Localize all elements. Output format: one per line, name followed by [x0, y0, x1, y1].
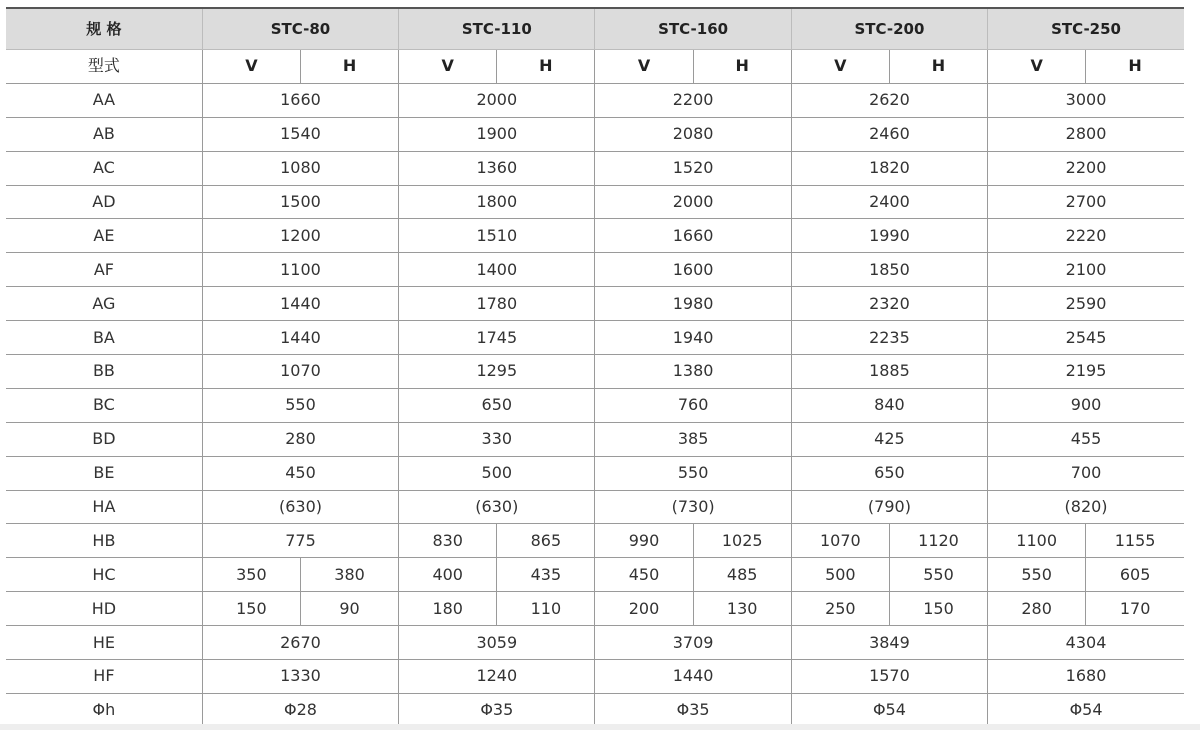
type-v: V	[399, 50, 497, 84]
table-cell: 1990	[791, 219, 987, 253]
type-v: V	[988, 50, 1086, 84]
table-cell: 2400	[791, 185, 987, 219]
table-cell: 1520	[595, 151, 791, 185]
table-cell: 2080	[595, 117, 791, 151]
table-cell: 1070	[202, 355, 398, 389]
row-label: AA	[6, 83, 202, 117]
table-cell: 280	[202, 422, 398, 456]
table-cell: 1100	[202, 253, 398, 287]
table-row	[6, 490, 1184, 524]
row-label: AD	[6, 185, 202, 219]
row-label: Φh	[6, 693, 202, 727]
table-cell: 2590	[988, 287, 1184, 321]
table-cell: 1330	[202, 660, 398, 694]
table-cell: 2620	[791, 83, 987, 117]
row-label: AC	[6, 151, 202, 185]
type-h: H	[693, 50, 791, 84]
table-cell: Φ28	[202, 693, 398, 727]
table-cell: 450	[595, 558, 693, 592]
table-cell: 1080	[202, 151, 398, 185]
row-label: BC	[6, 388, 202, 422]
table-row	[6, 422, 1184, 456]
table-cell: 2320	[791, 287, 987, 321]
table-cell: 2700	[988, 185, 1184, 219]
row-label: AF	[6, 253, 202, 287]
table-cell: 1820	[791, 151, 987, 185]
table-cell: 450	[202, 456, 398, 490]
row-label: BA	[6, 321, 202, 355]
table-cell: 1660	[595, 219, 791, 253]
table-cell: (820)	[988, 490, 1184, 524]
model-header: STC-200	[791, 8, 987, 50]
table-cell: 4304	[988, 626, 1184, 660]
row-label: AB	[6, 117, 202, 151]
table-cell: 840	[791, 388, 987, 422]
table-cell: 2545	[988, 321, 1184, 355]
table-cell: Φ35	[595, 693, 791, 727]
table-cell: 500	[791, 558, 889, 592]
type-h: H	[889, 50, 987, 84]
table-row	[6, 355, 1184, 389]
table-cell: Φ54	[791, 693, 987, 727]
table-row	[6, 388, 1184, 422]
table-cell: 1155	[1086, 524, 1184, 558]
table-cell: 1440	[202, 287, 398, 321]
table-cell: 1680	[988, 660, 1184, 694]
spec-header-label: 规 格	[6, 8, 202, 50]
table-cell: 550	[889, 558, 987, 592]
table-cell: (630)	[202, 490, 398, 524]
table-cell: 455	[988, 422, 1184, 456]
row-label: BE	[6, 456, 202, 490]
row-label: HE	[6, 626, 202, 660]
table-row	[6, 693, 1184, 727]
table-cell: 1510	[399, 219, 595, 253]
type-row	[6, 50, 1184, 84]
table-cell: 150	[202, 592, 300, 626]
table-cell: (730)	[595, 490, 791, 524]
table-cell: 1980	[595, 287, 791, 321]
table-cell: 425	[791, 422, 987, 456]
table-cell: 1100	[988, 524, 1086, 558]
table-row	[6, 626, 1184, 660]
bottom-scroll-strip	[0, 724, 1200, 730]
table-cell: 2235	[791, 321, 987, 355]
table-cell: 2220	[988, 219, 1184, 253]
model-header: STC-80	[202, 8, 398, 50]
table-cell: 1780	[399, 287, 595, 321]
table-cell: 1440	[202, 321, 398, 355]
model-header: STC-160	[595, 8, 791, 50]
table-cell: 1070	[791, 524, 889, 558]
row-label: HA	[6, 490, 202, 524]
table-cell: 435	[497, 558, 595, 592]
table-cell: 3849	[791, 626, 987, 660]
table-cell: (790)	[791, 490, 987, 524]
table-cell: 150	[889, 592, 987, 626]
table-cell: 550	[988, 558, 1086, 592]
type-h: H	[300, 50, 398, 84]
table-row	[6, 456, 1184, 490]
table-cell: 1540	[202, 117, 398, 151]
table-cell: 1400	[399, 253, 595, 287]
table-cell: 760	[595, 388, 791, 422]
table-cell: 1660	[202, 83, 398, 117]
table-cell: 650	[399, 388, 595, 422]
table-row	[6, 592, 1184, 626]
table-cell: 830	[399, 524, 497, 558]
table-row	[6, 117, 1184, 151]
row-label: BD	[6, 422, 202, 456]
row-label: BB	[6, 355, 202, 389]
table-cell: 700	[988, 456, 1184, 490]
row-label: AE	[6, 219, 202, 253]
table-cell: 1745	[399, 321, 595, 355]
table-cell: 1360	[399, 151, 595, 185]
table-cell: 550	[202, 388, 398, 422]
row-label: HB	[6, 524, 202, 558]
table-cell: 605	[1086, 558, 1184, 592]
table-cell: 1600	[595, 253, 791, 287]
table-cell: 500	[399, 456, 595, 490]
table-cell: 2195	[988, 355, 1184, 389]
table-cell: 1800	[399, 185, 595, 219]
table-row	[6, 151, 1184, 185]
type-v: V	[595, 50, 693, 84]
table-cell: 2460	[791, 117, 987, 151]
model-header: STC-250	[988, 8, 1184, 50]
table-cell: 1440	[595, 660, 791, 694]
table-cell: 2200	[988, 151, 1184, 185]
table-cell: 3059	[399, 626, 595, 660]
table-cell: 2200	[595, 83, 791, 117]
table-cell: 650	[791, 456, 987, 490]
table-cell: 990	[595, 524, 693, 558]
type-h: H	[497, 50, 595, 84]
table-cell: 250	[791, 592, 889, 626]
table-cell: 330	[399, 422, 595, 456]
table-cell: Φ54	[988, 693, 1184, 727]
table-row	[6, 287, 1184, 321]
table-cell: 900	[988, 388, 1184, 422]
row-label: HD	[6, 592, 202, 626]
table-cell: 350	[202, 558, 300, 592]
table-cell: 3709	[595, 626, 791, 660]
table-cell: 1200	[202, 219, 398, 253]
row-label: HF	[6, 660, 202, 694]
row-label: HC	[6, 558, 202, 592]
type-label: 型式	[6, 50, 202, 84]
table-cell: 1570	[791, 660, 987, 694]
model-header: STC-110	[399, 8, 595, 50]
table-cell: 1940	[595, 321, 791, 355]
table-cell: 180	[399, 592, 497, 626]
table-cell: 1500	[202, 185, 398, 219]
table-cell: 1240	[399, 660, 595, 694]
table-cell: 385	[595, 422, 791, 456]
table-cell: 380	[300, 558, 398, 592]
table-cell: 1295	[399, 355, 595, 389]
table-cell: 2000	[595, 185, 791, 219]
table-cell: 775	[202, 524, 398, 558]
table-cell: 1900	[399, 117, 595, 151]
table-row	[6, 219, 1184, 253]
table-cell: 2670	[202, 626, 398, 660]
table-cell: 130	[693, 592, 791, 626]
table-cell: 1885	[791, 355, 987, 389]
table-cell: 865	[497, 524, 595, 558]
table-cell: Φ35	[399, 693, 595, 727]
table-row	[6, 185, 1184, 219]
type-h: H	[1086, 50, 1184, 84]
table-cell: 2100	[988, 253, 1184, 287]
table-cell: 200	[595, 592, 693, 626]
table-cell: (630)	[399, 490, 595, 524]
table-cell: 1850	[791, 253, 987, 287]
table-row	[6, 83, 1184, 117]
table-cell: 550	[595, 456, 791, 490]
table-cell: 400	[399, 558, 497, 592]
table-cell: 280	[988, 592, 1086, 626]
table-row	[6, 321, 1184, 355]
type-v: V	[202, 50, 300, 84]
table-row	[6, 524, 1184, 558]
table-cell: 90	[300, 592, 398, 626]
table-cell: 485	[693, 558, 791, 592]
table-cell: 170	[1086, 592, 1184, 626]
table-cell: 3000	[988, 83, 1184, 117]
table-cell: 2800	[988, 117, 1184, 151]
spec-table	[6, 7, 1184, 729]
table-cell: 1120	[889, 524, 987, 558]
table-row	[6, 660, 1184, 694]
header-row	[6, 8, 1184, 50]
table-cell: 1025	[693, 524, 791, 558]
table-row	[6, 253, 1184, 287]
row-label: AG	[6, 287, 202, 321]
table-row	[6, 558, 1184, 592]
table-cell: 110	[497, 592, 595, 626]
table-cell: 1380	[595, 355, 791, 389]
type-v: V	[791, 50, 889, 84]
table-cell: 2000	[399, 83, 595, 117]
